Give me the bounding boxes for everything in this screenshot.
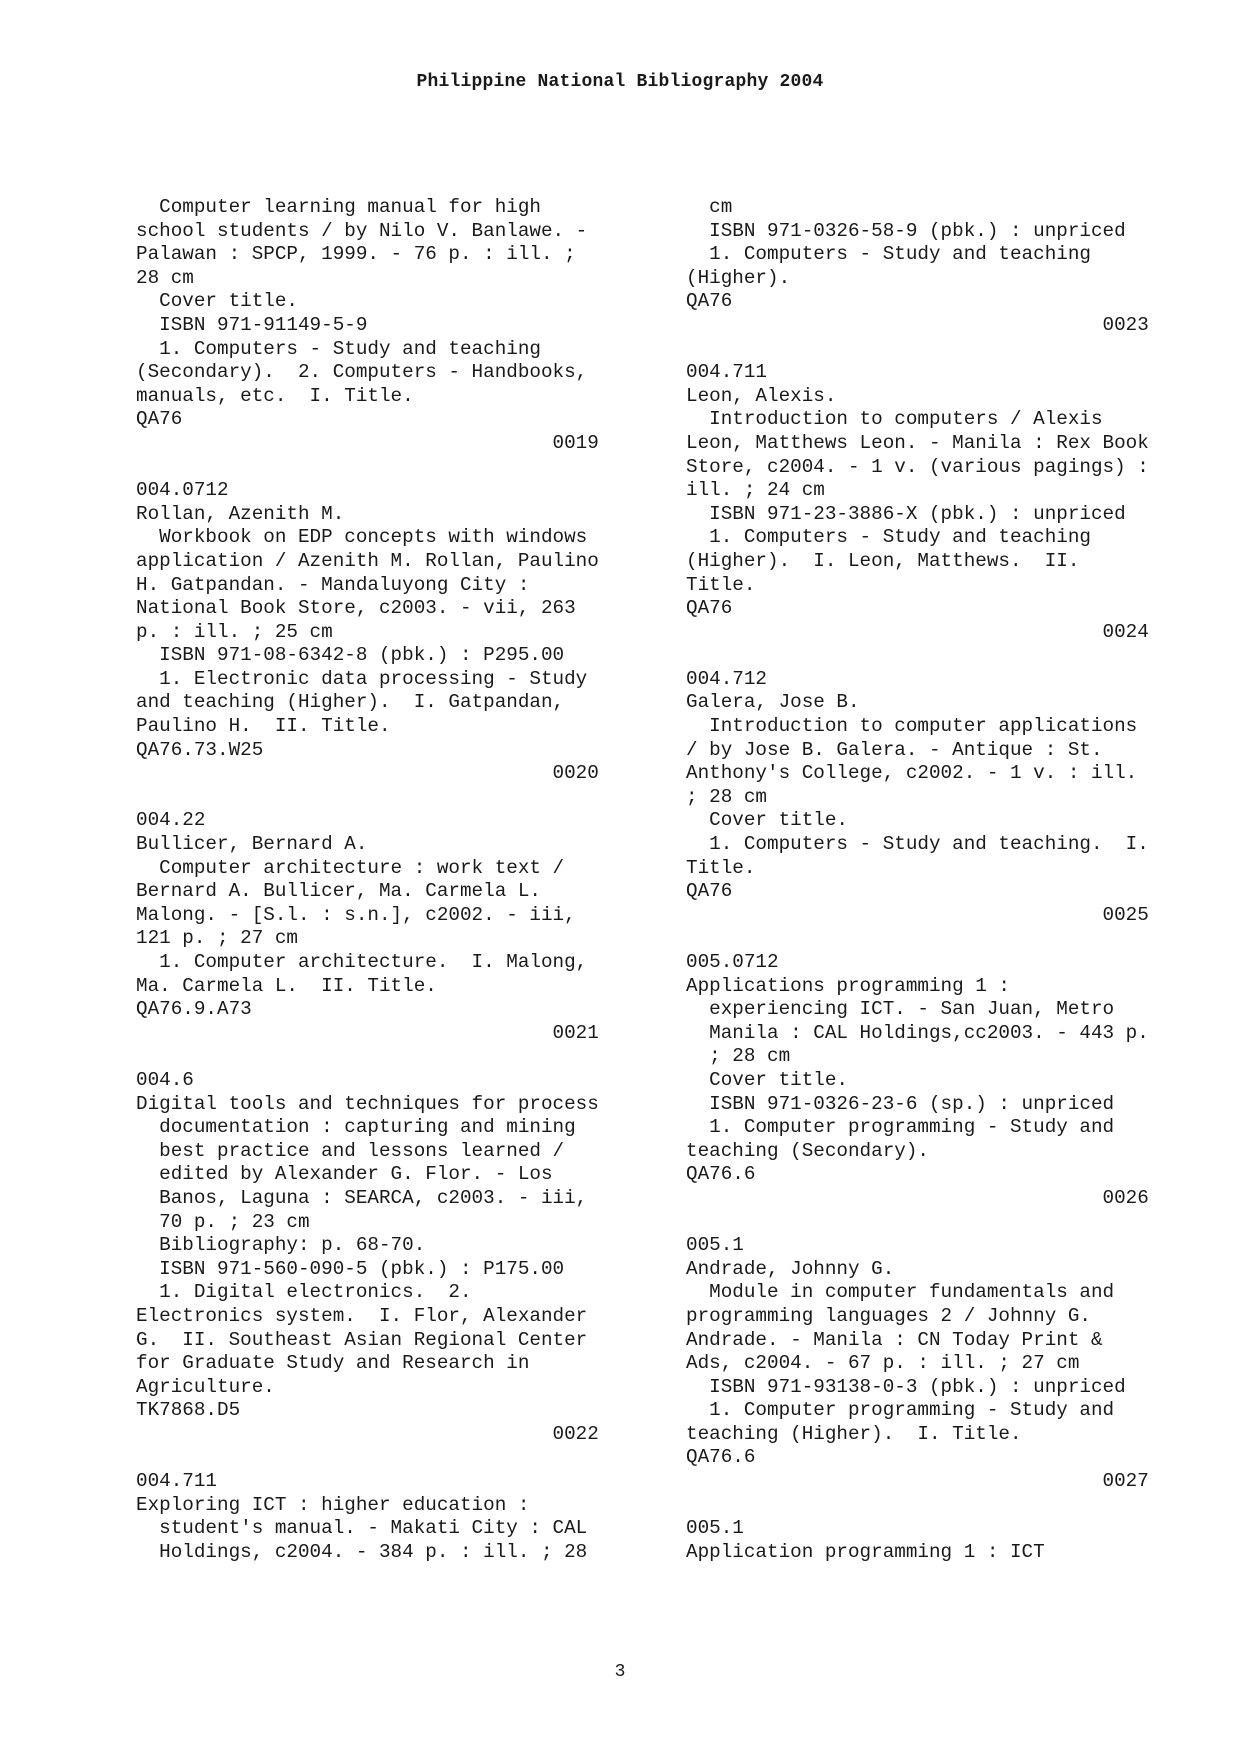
entry-line: 0021 <box>136 1021 599 1044</box>
entry-line: Bibliography: p. 68-70. <box>136 1234 426 1257</box>
entry-line: ISBN 971-91149-5-9 <box>136 313 368 336</box>
bibliography-entry <box>686 361 1206 644</box>
entry-line: 1. Computers - Study and teaching <box>136 337 541 360</box>
entry-line: Computer architecture : work text / <box>136 856 565 879</box>
entry-line: 004.711 <box>136 1470 217 1493</box>
entry-line: QA76.9.A73 <box>136 998 252 1021</box>
entry-line: 1. Computers - Study and teaching <box>686 526 1091 549</box>
entry-line: programming languages 2 / Johnny G. <box>686 1304 1091 1327</box>
entry-line: 70 p. ; 23 cm <box>136 1210 310 1233</box>
bibliography-entry <box>686 1517 1206 1564</box>
entry-line: TK7868.D5 <box>136 1399 241 1422</box>
entry-line: QA76 <box>686 880 733 903</box>
entry-line: Ma. Carmela L. II. Title. <box>136 974 437 997</box>
entry-line: Title. <box>686 856 756 879</box>
entry-line: 1. Computer programming - Study and <box>686 1116 1115 1139</box>
entry-line: 004.6 <box>136 1068 194 1091</box>
entry-line: 0026 <box>686 1186 1149 1209</box>
entry-line: (Higher). I. Leon, Matthews. II. <box>686 549 1080 572</box>
entry-line: Title. <box>686 573 756 596</box>
entry-line: Bernard A. Bullicer, Ma. Carmela L. <box>136 880 541 903</box>
entry-line: Manila : CAL Holdings,cc2003. - 443 p. <box>686 1021 1149 1044</box>
entry-line: 0025 <box>686 903 1149 926</box>
entry-line: 004.22 <box>136 809 206 832</box>
entry-line: QA76.73.W25 <box>136 738 264 761</box>
entry-line: 1. Electronic data processing - Study <box>136 667 588 690</box>
entry-line: Computer learning manual for high <box>136 196 541 218</box>
entry-line: ISBN 971-0326-23-6 (sp.) : unpriced <box>686 1092 1115 1115</box>
entry-line: Store, c2004. - 1 v. (various pagings) : <box>686 455 1149 478</box>
entry-line: (Higher). <box>686 266 791 289</box>
entry-line: Galera, Jose B. <box>686 691 860 714</box>
entry-line: 0022 <box>136 1422 599 1445</box>
entry-line: 005.1 <box>686 1234 744 1257</box>
entry-line: Andrade, Johnny G. <box>686 1257 895 1280</box>
entry-line: 0023 <box>686 313 1149 336</box>
bibliography-entry <box>136 1069 656 1447</box>
entry-line: 1. Computer programming - Study and <box>686 1399 1115 1422</box>
entry-line: Applications programming 1 : <box>686 974 1010 997</box>
entry-line: / by Jose B. Galera. - Antique : St. <box>686 738 1103 761</box>
entry-line: Cover title. <box>686 809 848 832</box>
bibliography-entry <box>136 1470 656 1564</box>
entry-line: Leon, Alexis. <box>686 384 837 407</box>
entry-line: QA76.6 <box>686 1446 756 1469</box>
entry-line: 005.0712 <box>686 951 779 973</box>
entry-line: QA76 <box>686 290 733 313</box>
entry-line: cm <box>686 196 733 218</box>
entry-line: for Graduate Study and Research in <box>136 1352 530 1375</box>
entry-line: ill. ; 24 cm <box>686 479 825 502</box>
entry-line: Malong. - [S.l. : s.n.], c2002. - iii, <box>136 903 576 926</box>
entry-line: QA76 <box>686 597 733 620</box>
entry-line: 28 cm <box>136 266 194 289</box>
entry-line: Holdings, c2004. - 384 p. : ill. ; 28 <box>136 1540 588 1563</box>
entry-line: Leon, Matthews Leon. - Manila : Rex Book <box>686 431 1149 454</box>
entry-line: ISBN 971-560-090-5 (pbk.) : P175.00 <box>136 1257 565 1280</box>
bibliography-entry <box>686 951 1206 1211</box>
entry-line: Anthony's College, c2002. - 1 v. : ill. <box>686 762 1138 785</box>
entry-line: 004.711 <box>686 361 767 384</box>
entry-line: 0027 <box>686 1470 1149 1493</box>
left-column <box>136 196 656 1588</box>
entry-line: Andrade. - Manila : CN Today Print & <box>686 1328 1103 1351</box>
entry-line: Exploring ICT : higher education : <box>136 1493 530 1516</box>
entry-line: school students / by Nilo V. Banlawe. - <box>136 219 588 242</box>
page-number: 3 <box>614 1662 626 1682</box>
bibliography-entry <box>686 196 1206 338</box>
entry-line: Paulino H. II. Title. <box>136 715 391 738</box>
entry-line: QA76.6 <box>686 1163 756 1186</box>
entry-line: teaching (Higher). I. Title. <box>686 1422 1022 1445</box>
entry-line: Banos, Laguna : SEARCA, c2003. - iii, <box>136 1186 588 1209</box>
entry-line: ; 28 cm <box>686 1045 791 1068</box>
bibliography-entry <box>136 809 656 1045</box>
bibliography-entry <box>686 668 1206 928</box>
entry-line: Bullicer, Bernard A. <box>136 833 368 856</box>
entry-line: and teaching (Higher). I. Gatpandan, <box>136 691 565 714</box>
entry-line: ISBN 971-0326-58-9 (pbk.) : unpriced <box>686 219 1126 242</box>
entry-line: QA76 <box>136 408 183 431</box>
entry-line: Electronics system. I. Flor, Alexander <box>136 1304 588 1327</box>
entry-line: (Secondary). 2. Computers - Handbooks, <box>136 361 588 384</box>
bibliography-entry <box>136 479 656 786</box>
entry-line: ISBN 971-23-3886-X (pbk.) : unpriced <box>686 502 1126 525</box>
entry-line: 121 p. ; 27 cm <box>136 927 298 950</box>
entry-line: G. II. Southeast Asian Regional Center <box>136 1328 588 1351</box>
entry-line: Palawan : SPCP, 1999. - 76 p. : ill. ; <box>136 243 576 266</box>
entry-line: edited by Alexander G. Flor. - Los <box>136 1163 553 1186</box>
entry-line: teaching (Secondary). <box>686 1139 929 1162</box>
entry-line: Cover title. <box>136 290 298 313</box>
entry-line: Rollan, Azenith M. <box>136 502 345 525</box>
entry-line: student's manual. - Makati City : CAL <box>136 1517 588 1540</box>
entry-line: experiencing ICT. - San Juan, Metro <box>686 998 1115 1021</box>
entry-line: application / Azenith M. Rollan, Paulino <box>136 549 599 572</box>
entry-line: ; 28 cm <box>686 785 767 808</box>
entry-line: National Book Store, c2003. - vii, 263 <box>136 597 576 620</box>
entry-line: 0020 <box>136 762 599 785</box>
entry-line: 004.0712 <box>136 479 229 502</box>
entry-line: H. Gatpandan. - Mandaluyong City : <box>136 573 530 596</box>
right-column <box>686 196 1206 1588</box>
entry-line: Application programming 1 : ICT <box>686 1540 1045 1563</box>
entry-line: 1. Computer architecture. I. Malong, <box>136 951 588 973</box>
bibliography-entry <box>686 1234 1206 1494</box>
entry-line: 1. Digital electronics. 2. <box>136 1281 472 1304</box>
entry-line: 004.712 <box>686 667 767 690</box>
entry-line: Ads, c2004. - 67 p. : ill. ; 27 cm <box>686 1352 1080 1375</box>
entry-line: 0019 <box>136 431 599 454</box>
bibliography-entry <box>136 196 656 456</box>
entry-line: 1. Computers - Study and teaching. I. <box>686 833 1149 856</box>
entry-line: ISBN 971-93138-0-3 (pbk.) : unpriced <box>686 1375 1126 1398</box>
entry-line: Workbook on EDP concepts with windows <box>136 526 588 549</box>
entry-line: best practice and lessons learned / <box>136 1139 565 1162</box>
entry-line: p. : ill. ; 25 cm <box>136 620 333 643</box>
entry-line: 1. Computers - Study and teaching <box>686 243 1091 266</box>
entry-line: Introduction to computer applications <box>686 715 1138 738</box>
entry-line: Agriculture. <box>136 1375 275 1398</box>
entry-line: 005.1 <box>686 1517 744 1540</box>
entry-line: manuals, etc. I. Title. <box>136 384 414 407</box>
entry-line: Module in computer fundamentals and <box>686 1281 1115 1304</box>
entry-line: documentation : capturing and mining <box>136 1116 576 1139</box>
entry-line: Digital tools and techniques for process <box>136 1092 599 1115</box>
entry-line: ISBN 971-08-6342-8 (pbk.) : P295.00 <box>136 644 565 667</box>
entry-line: Introduction to computers / Alexis <box>686 408 1103 431</box>
page-title: Philippine National Bibliography 2004 <box>416 72 824 92</box>
entry-line: Cover title. <box>686 1068 848 1091</box>
entry-line: 0024 <box>686 620 1149 643</box>
